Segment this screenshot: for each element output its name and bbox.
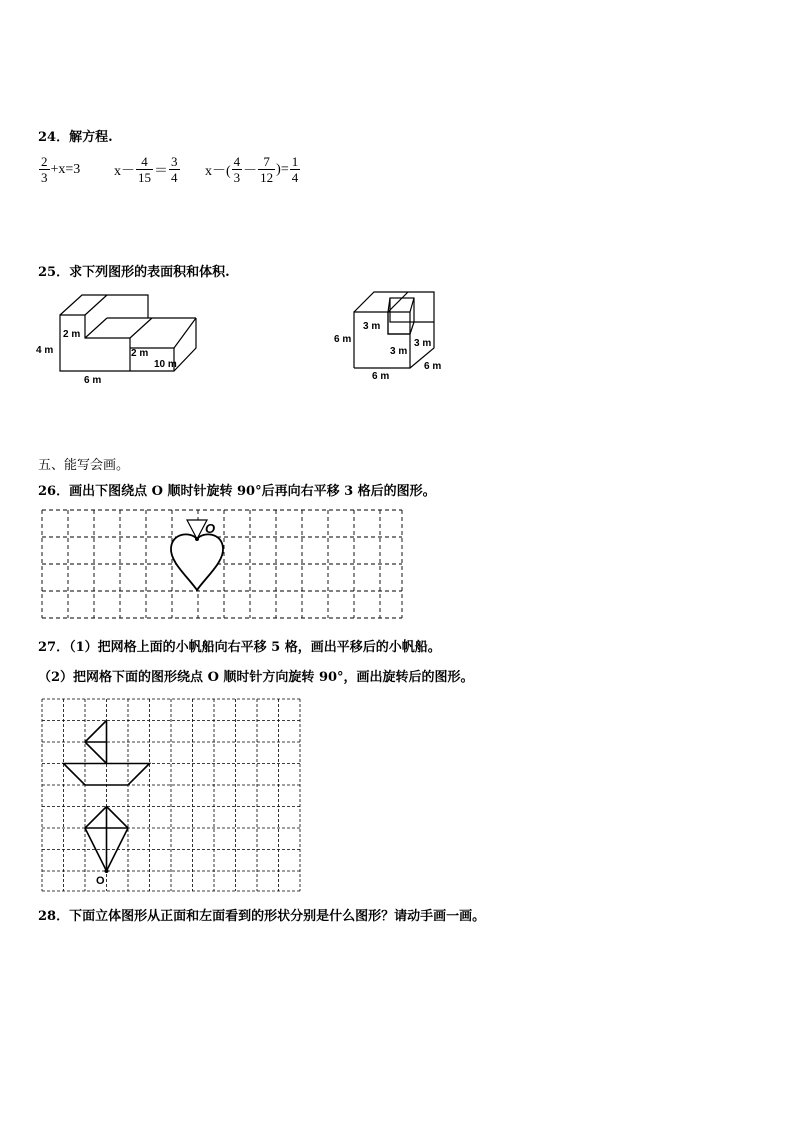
- section-title: 五、能写会画。: [38, 458, 130, 473]
- dim-label: 6 m: [84, 375, 102, 385]
- kite-shape: [85, 807, 128, 872]
- dim-label: 6 m: [334, 334, 352, 345]
- notched-cube-figure: [330, 282, 450, 384]
- q28-title: 28．下面立体图形从正面和左面看到的形状分别是什么图形？请动手画一画。: [38, 909, 486, 924]
- fraction: $\frac{4}{3}$: [233, 154, 241, 185]
- dashed-grid-q27: [40, 697, 302, 893]
- point-o: [105, 869, 109, 873]
- dim-label: 2 m: [63, 329, 81, 340]
- q27-part1: 27．（1）把网格上面的小帆船向右平移 5 格，画出平移后的小帆船。: [38, 640, 441, 655]
- fraction: $\frac{2}{3}$: [41, 154, 48, 185]
- point-o: [195, 537, 199, 541]
- fraction: $\frac{4}{15}$: [138, 154, 151, 185]
- dim-label: 3 m: [390, 346, 408, 357]
- dim-label: 2 m: [131, 348, 149, 359]
- q24-equation-2: x－ $\frac{4}{15}$ ＝ $\frac{3}{4}$: [114, 154, 178, 185]
- q26-title: 26．画出下图绕点 O 顺时针旋转 90°后再向右平移 3 格后的图形。: [38, 484, 436, 499]
- q25-title: 25．求下列图形的表面积和体积.: [38, 265, 230, 280]
- dim-label: 10 m: [154, 359, 177, 370]
- stepped-solid-figure: [30, 290, 220, 385]
- q27-part2: （2）把网格下面的图形绕点 O 顺时针方向旋转 90°，画出旋转后的图形。: [38, 670, 474, 685]
- dim-label: 3 m: [363, 321, 381, 332]
- heart-shape: [171, 534, 223, 590]
- fraction: $\frac{7}{12}$: [260, 154, 274, 185]
- fraction: $\frac{1}{4}$: [291, 154, 299, 185]
- dashed-grid-q26: [40, 508, 404, 620]
- q24-equation-1: $\frac{2}{3}$ +x=3: [41, 154, 81, 185]
- dim-label: 6 m: [372, 371, 390, 382]
- q24-equation-3: x－( $\frac{4}{3}$ － $\frac{7}{12}$ )= $\frac{1}{4}$: [205, 154, 299, 185]
- dim-label: 6 m: [424, 361, 442, 372]
- dim-label: 4 m: [36, 345, 54, 356]
- point-o-label: O: [96, 875, 105, 887]
- dim-label: 3 m: [414, 338, 432, 349]
- q24-title: 24．解方程.: [38, 130, 113, 145]
- fraction: $\frac{3}{4}$: [171, 154, 178, 185]
- point-o-label: O: [205, 521, 216, 536]
